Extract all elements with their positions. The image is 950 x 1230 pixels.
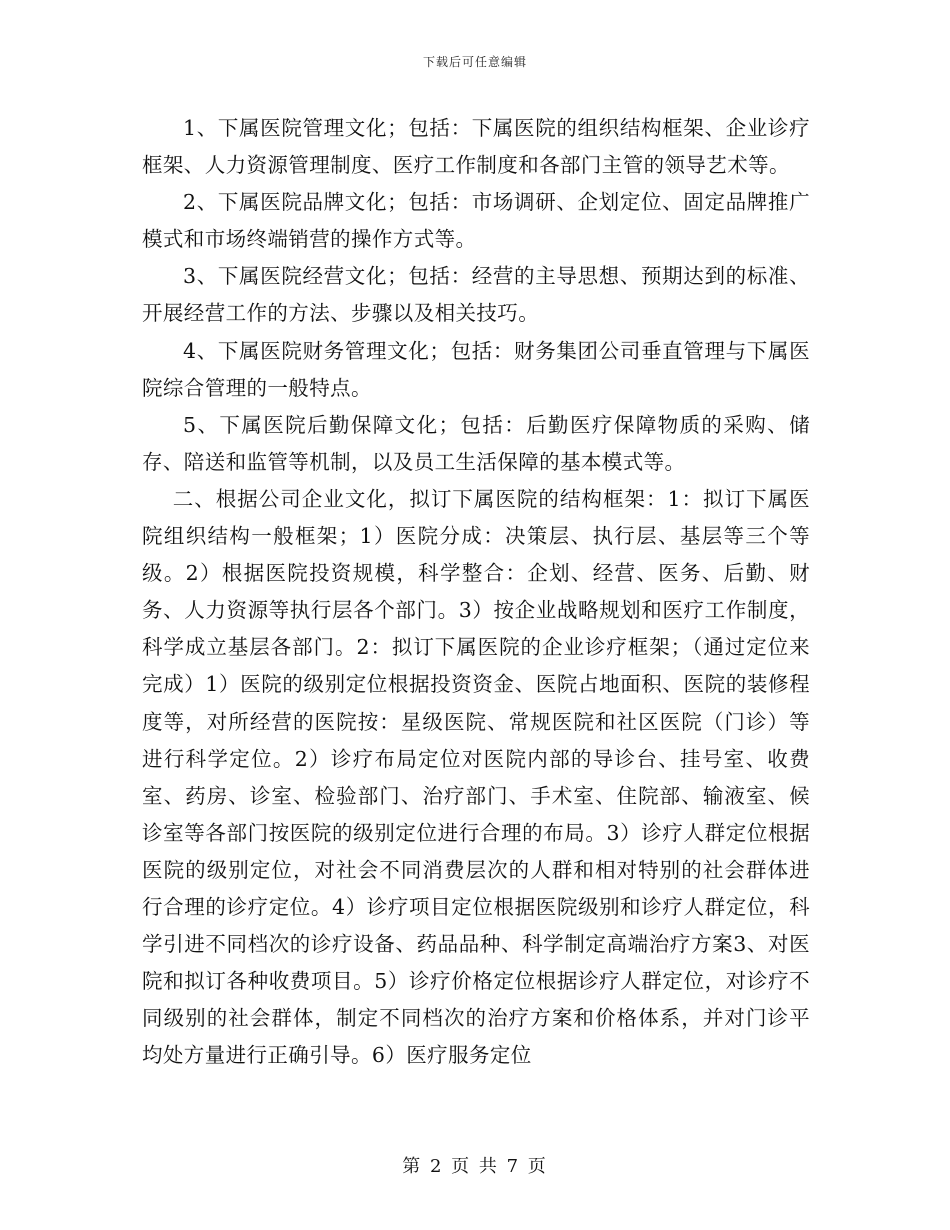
paragraph-logistics-culture: 5、下属医院后勤保障文化；包括：后勤医疗保障物质的采购、储存、陪送和监管等机制，以及员工生活保障的基本模式等。 (142, 412, 810, 474)
paragraph-structure-framework: 二、根据公司企业文化，拟订下属医院的结构框架：1：拟订下属医院组织结构一般框架；1）医院分成：决策层、执行层、基层等三个等级。2）根据医院投资规模，科学整合：企划、经营、医务、后勤、财务、人力资源等执行层各个部门。3）按企业战略规划和医疗工作制度，科学成立基层各部门。2：拟订下属医院的企业诊疗框架；（通过定位来完成）1）医院的级别定位根据投资资金、医院占地面积、医院的装修程度等，对所经营的医院按：星级医院、常规医院和社区医院（门诊）等进行科学定位。2）诊疗布局定位对医院内部的导诊台、挂号室、收费室、药房、诊室、检验部门、治疗部门、手术室、住院部、输液室、候诊室等各部门按医院的级别定位进行合理的布局。3）诊疗人群定位根据医院的级别定位，对社会不同消费层次的人群和相对特别的社会群体进行合理的诊疗定位。4）诊疗项目定位根据医院级别和诊疗人群定位，科学引进不同档次的诊疗设备、药品品种、科学制定高端治疗方案3、对医院和拟订各种收费项目。5）诊疗价格定位根据诊疗人群定位，对诊疗不同级别的社会群体，制定不同档次的治疗方案和价格体系，并对门诊平均处方量进行正确引导。6）医疗服务定位 (142, 486, 810, 1068)
paragraph-brand-culture: 2、下属医院品牌文化；包括：市场调研、企划定位、固定品牌推广模式和市场终端销营的操作方式等。 (142, 190, 810, 252)
paragraph-finance-culture: 4、下属医院财务管理文化；包括：财务集团公司垂直管理与下属医院综合管理的一般特点。 (142, 338, 810, 400)
paragraph-operation-culture: 3、下属医院经营文化；包括：经营的主导思想、预期达到的标准、开展经营工作的方法、步骤以及相关技巧。 (142, 264, 810, 326)
page-number-footer: 第 2 页 共 7 页 (402, 1156, 548, 1177)
document-body (142, 110, 810, 1074)
page-header-note: 下载后可任意编辑 (422, 55, 527, 69)
paragraph-management-culture: 1、下属医院管理文化；包括：下属医院的组织结构框架、企业诊疗框架、人力资源管理制度、医疗工作制度和各部门主管的领导艺术等。 (142, 116, 810, 178)
